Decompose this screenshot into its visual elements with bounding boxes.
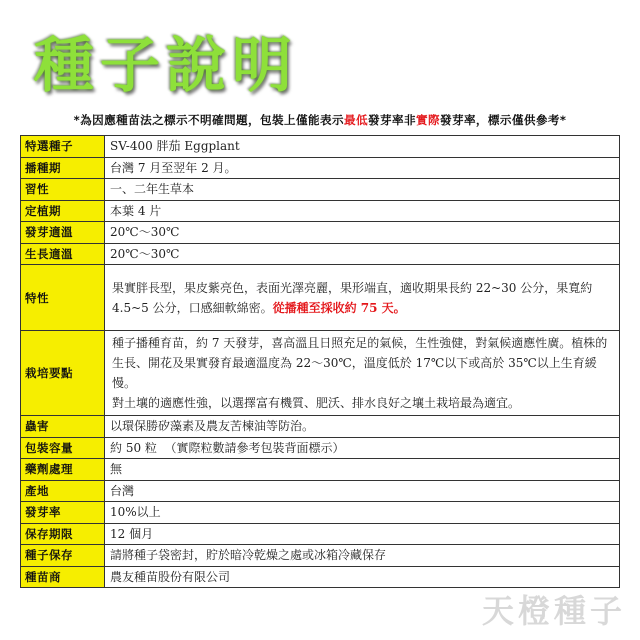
row-value: 一、二年生草本 [105,179,620,201]
table-row [21,437,620,459]
traits-text: 果實胖長型，果皮紫亮色，表面光澤亮麗，果形端直，適收期果長約 22~30 公分，果寬約 4.5~5 公分，口感細軟綿密。 [112,280,593,315]
row-value: 約 50 粒 （實際粒數請參考包裝背面標示） [105,437,620,459]
seed-spec-table [20,135,620,588]
row-label: 藥劑處理 [21,459,105,481]
table-row [21,200,620,222]
table-row-cultivation [21,331,620,416]
row-value: 台灣 [105,480,620,502]
row-label: 包裝容量 [21,437,105,459]
table-row [21,545,620,567]
row-label: 產地 [21,480,105,502]
notice-suffix: 發芽率，標示僅供參考* [439,113,567,127]
row-value: 農友種苗股份有限公司 [105,566,620,588]
cultivation-text-1: 種子播種育苗，約 7 天發芽，喜高溫且日照充足的氣候，生性強健，對氣候適應性廣。植株的生長、開花及果實發育最適溫度為 22～30℃，溫度低於 17℃以下或高於 35℃以上生育緩慢。 [112,336,608,390]
table-row-traits [21,265,620,331]
row-label: 種苗商 [21,566,105,588]
row-label: 保存期限 [21,523,105,545]
row-value: SV-400 胖茄 Eggplant [105,136,620,158]
cultivation-text-2: 對土壤的適應性強，以選擇富有機質、肥沃、排水良好之壤土栽培最為適宜。 [112,396,521,410]
notice-text [18,112,622,128]
row-value: 以環保勝矽藻素及農友苦楝油等防治。 [105,416,620,438]
row-value: 無 [105,459,620,481]
row-label: 播種期 [21,157,105,179]
row-label: 發芽率 [21,502,105,524]
table-row [21,222,620,244]
row-label: 習性 [21,179,105,201]
row-value: 本葉 4 片 [105,200,620,222]
row-value: 20℃～30℃ [105,222,620,244]
table-row [21,243,620,265]
row-label: 栽培要點 [21,331,105,416]
notice-prefix: *為因應種苗法之標示不明確問題，包裝上僅能表示 [73,113,344,127]
row-label: 特性 [21,265,105,331]
row-label: 特選種子 [21,136,105,158]
notice-highlight-actual: 實際 [415,113,440,127]
watermark-brand: 天橙種子 [481,592,626,630]
table-row [21,566,620,588]
table-row [21,523,620,545]
cultivation-value [105,331,620,416]
row-value: 20℃～30℃ [105,243,620,265]
table-row [21,157,620,179]
page-title: 種子說明 [34,31,298,101]
row-value: 12 個月 [105,523,620,545]
table-row [21,416,620,438]
notice-highlight-lowest: 最低 [343,113,368,127]
table-row [21,480,620,502]
row-label: 定植期 [21,200,105,222]
table-row [21,502,620,524]
row-label: 生長適溫 [21,243,105,265]
table-row [21,459,620,481]
notice-middle: 發芽率非 [367,113,416,127]
row-label: 蟲害 [21,416,105,438]
row-value: 台灣 7 月至翌年 2 月。 [105,157,620,179]
row-value: 10%以上 [105,502,620,524]
row-label: 種子保存 [21,545,105,567]
traits-highlight: 從播種至採收約 75 天。 [272,300,406,315]
row-label: 發芽適溫 [21,222,105,244]
traits-value [105,265,620,331]
row-value: 請將種子袋密封，貯於暗冷乾燥之處或冰箱冷藏保存 [105,545,620,567]
table-row [21,179,620,201]
table-row [21,136,620,158]
